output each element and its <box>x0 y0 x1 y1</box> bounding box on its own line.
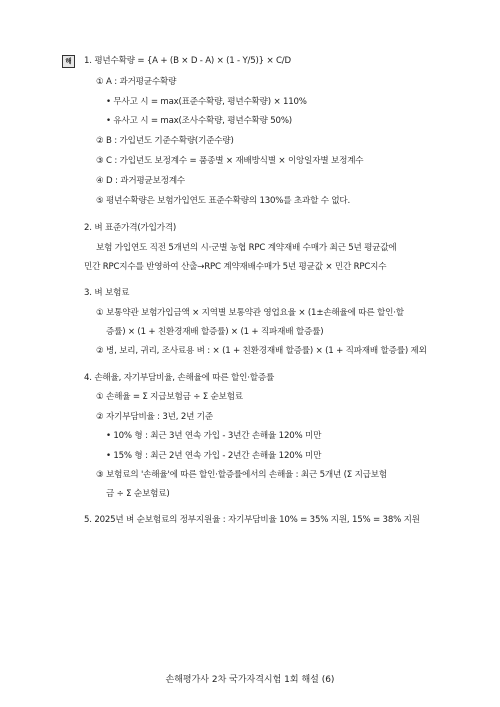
item-limit: ⑤ 평년수확량은 보험가입연도 표준수확량의 130%를 초과할 수 없다. <box>96 196 351 206</box>
page-footer: 손해평가사 2차 국가자격시험 1회 해설 (6) <box>165 675 335 685</box>
bullet-15-type: • 15% 형 : 최근 2년 연속 가입 - 2년간 손해율 120% 미만 <box>106 451 322 461</box>
section-3-item-1-cont: 증률) × (1 + 친환경재배 할증률) × (1 + 직파재배 할증률) <box>106 327 324 337</box>
section-2-text-2: 민간 RPC지수를 반영하여 산출→RPC 계약재배수매가 5년 평균값 × 민간 RPC지수 <box>84 262 387 272</box>
bullet-no-accident: • 무사고 시 = max(표준수확량, 평년수확량) × 110% <box>106 97 307 107</box>
section-3-item-2: ② 병, 보리, 귀리, 조사료용 벼 : × (1 + 친환경재배 할증률) × (1 + 직파재배 할증률) 제외 <box>96 346 427 356</box>
section-4-item-1: ① 손해율 = Σ 지급보험금 ÷ Σ 순보험료 <box>96 392 243 402</box>
item-b: ② B : 가입년도 기준수확량(기준수량) <box>96 136 234 146</box>
section-2-text-1: 보험 가입연도 직전 5개년의 시·군별 농협 RPC 계약재배 수매가 최근 5년 평균값에 <box>96 243 397 253</box>
section-1-heading: 1. 평년수확량 = {A + (B × D - A) × (1 - Y/5)} × C/D <box>84 56 291 66</box>
bullet-accident: • 유사고 시 = max(조사수확량, 평년수확량 50%) <box>106 116 292 126</box>
item-d: ④ D : 과거평균보정계수 <box>96 176 186 186</box>
section-5-heading: 5. 2025년 벼 순보험료의 정부지원율 : 자기부담비율 10% = 35% 지원, 15% = 38% 지원 <box>84 515 420 525</box>
section-3-item-1: ① 보통약관 보험가입금액 × 지역별 보통약관 영업요율 × (1±손해율에 따른 할인·할 <box>96 308 404 318</box>
section-2-heading: 2. 벼 표준가격(가입가격) <box>84 223 177 233</box>
item-c: ③ C : 가입년도 보정계수 = 품종별 × 재배방식별 × 이앙일자별 보정계수 <box>96 156 364 166</box>
section-3-heading: 3. 벼 보험료 <box>84 288 130 298</box>
section-4-heading: 4. 손해율, 자기부담비율, 손해율에 따른 할인·할증률 <box>84 373 275 383</box>
section-4-item-3: ③ 보험료의 '손해율'에 따른 할인·할증률에서의 손해율 : 최근 5개년 (Σ 지급보험 <box>96 470 387 480</box>
bullet-10-type: • 10% 형 : 최근 3년 연속 가입 - 3년간 손해율 120% 미만 <box>106 431 322 441</box>
section-4-item-2: ② 자기부담비율 : 3년, 2년 기준 <box>96 412 213 422</box>
answer-badge: 해 <box>62 55 75 68</box>
section-4-item-3-cont: 금 ÷ Σ 순보험료) <box>106 489 170 499</box>
item-a: ① A : 과거평균수확량 <box>96 77 177 87</box>
